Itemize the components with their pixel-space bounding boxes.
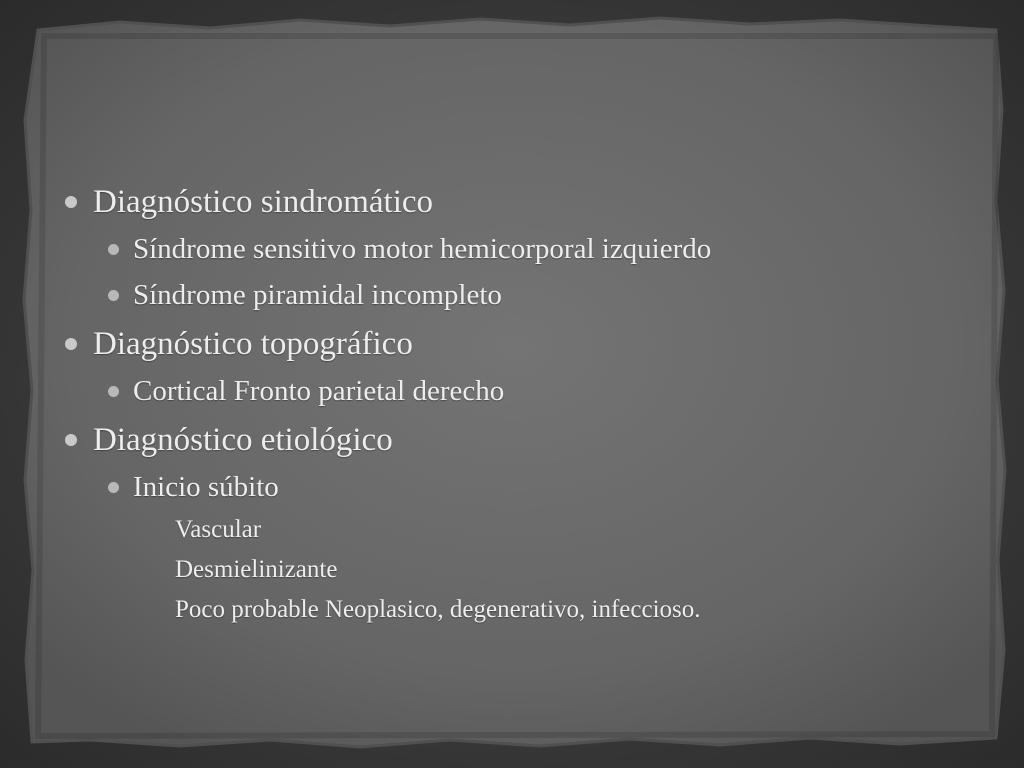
bullet-text: Cortical Fronto parietal derecho <box>133 375 505 407</box>
bullet-dot-icon <box>108 482 119 493</box>
sub-bullet-sindrome-sensitivo <box>62 226 962 272</box>
bullet-dot-icon <box>108 386 119 397</box>
bullet-text: Síndrome piramidal incompleto <box>133 279 502 311</box>
bullet-dot-icon <box>108 244 119 255</box>
sub-sub-item-desmielinizante <box>62 550 962 590</box>
bullet-dot-icon <box>65 434 77 446</box>
bullet-diagnostico-sindromatico <box>62 178 962 226</box>
sub-bullet-cortical <box>62 368 962 414</box>
bullet-text: Inicio súbito <box>133 471 279 503</box>
bullet-text: Vascular <box>175 516 262 543</box>
bullet-diagnostico-etiologico <box>62 416 962 464</box>
bullet-text: Poco probable Neoplasico, degenerativo, infeccioso. <box>175 596 701 623</box>
bullet-text: Diagnóstico topográfico <box>93 326 413 362</box>
sub-bullet-sindrome-piramidal <box>62 272 962 318</box>
bullet-text: Diagnóstico sindromático <box>93 184 434 220</box>
bullet-diagnostico-topografico <box>62 320 962 368</box>
sub-sub-item-vascular <box>62 510 962 550</box>
slide-body <box>62 178 962 630</box>
sub-sub-item-poco-probable <box>62 590 962 630</box>
bullet-text: Desmielinizante <box>175 556 338 583</box>
bullet-dot-icon <box>65 196 77 208</box>
bullet-text: Diagnóstico etiológico <box>93 422 393 458</box>
bullet-text: Síndrome sensitivo motor hemicorporal izquierdo <box>133 233 712 265</box>
sub-bullet-inicio-subito <box>62 464 962 510</box>
bullet-dot-icon <box>108 290 119 301</box>
bullet-dot-icon <box>65 338 77 350</box>
